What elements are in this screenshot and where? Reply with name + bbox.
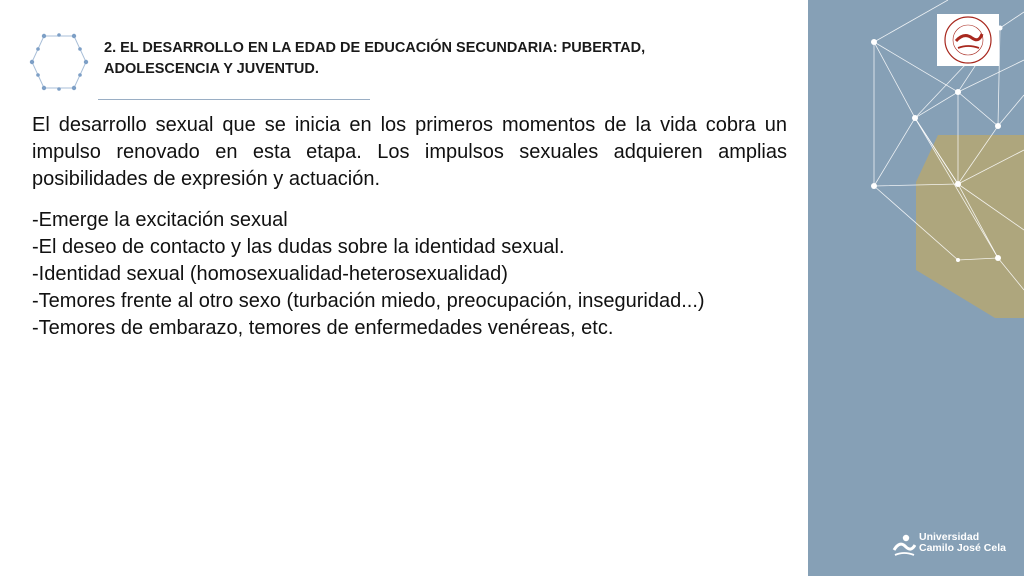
university-seal-logo	[937, 14, 999, 66]
bullet-item: -Temores frente al otro sexo (turbación miedo, preocupación, inseguridad...)	[32, 290, 705, 312]
bullet-item: -El deseo de contacto y las dudas sobre la identidad sexual.	[32, 236, 565, 258]
bullet-item: -Temores de embarazo, temores de enfermedades venéreas, etc.	[32, 317, 614, 339]
university-footer-logo	[892, 531, 1012, 557]
seal-graphic	[937, 14, 999, 66]
slide-body	[32, 112, 787, 342]
slide-title-line-2: ADOLESCENCIA Y JUVENTUD.	[104, 61, 319, 77]
footer-logo-mark	[892, 532, 916, 556]
bullet-item: -Identidad sexual (homosexualidad-heterosexualidad)	[32, 263, 508, 285]
bullet-item: -Emerge la excitación sexual	[32, 209, 288, 231]
slide-title	[104, 38, 784, 80]
network-pattern	[808, 0, 1024, 576]
title-underline	[98, 99, 370, 100]
decorative-sidebar	[808, 0, 1024, 576]
bullet-list	[32, 207, 787, 342]
footer-logo-line-2: Camilo José Cela	[919, 542, 1006, 554]
slide-title-line-1: 2. EL DESARROLLO EN LA EDAD DE EDUCACIÓN SECUNDARIA: PUBERTAD,	[104, 40, 646, 56]
intro-paragraph: El desarrollo sexual que se inicia en los primeros momentos de la vida cobra un impulso renovado en esta etapa. Los impulsos sexuales adquieren amplias posibilidades de expresión y actuación.	[32, 114, 787, 190]
hexagon-network-icon	[28, 32, 90, 92]
footer-logo-text	[919, 532, 1006, 554]
footer-logo-line-1: Universidad	[919, 531, 980, 543]
